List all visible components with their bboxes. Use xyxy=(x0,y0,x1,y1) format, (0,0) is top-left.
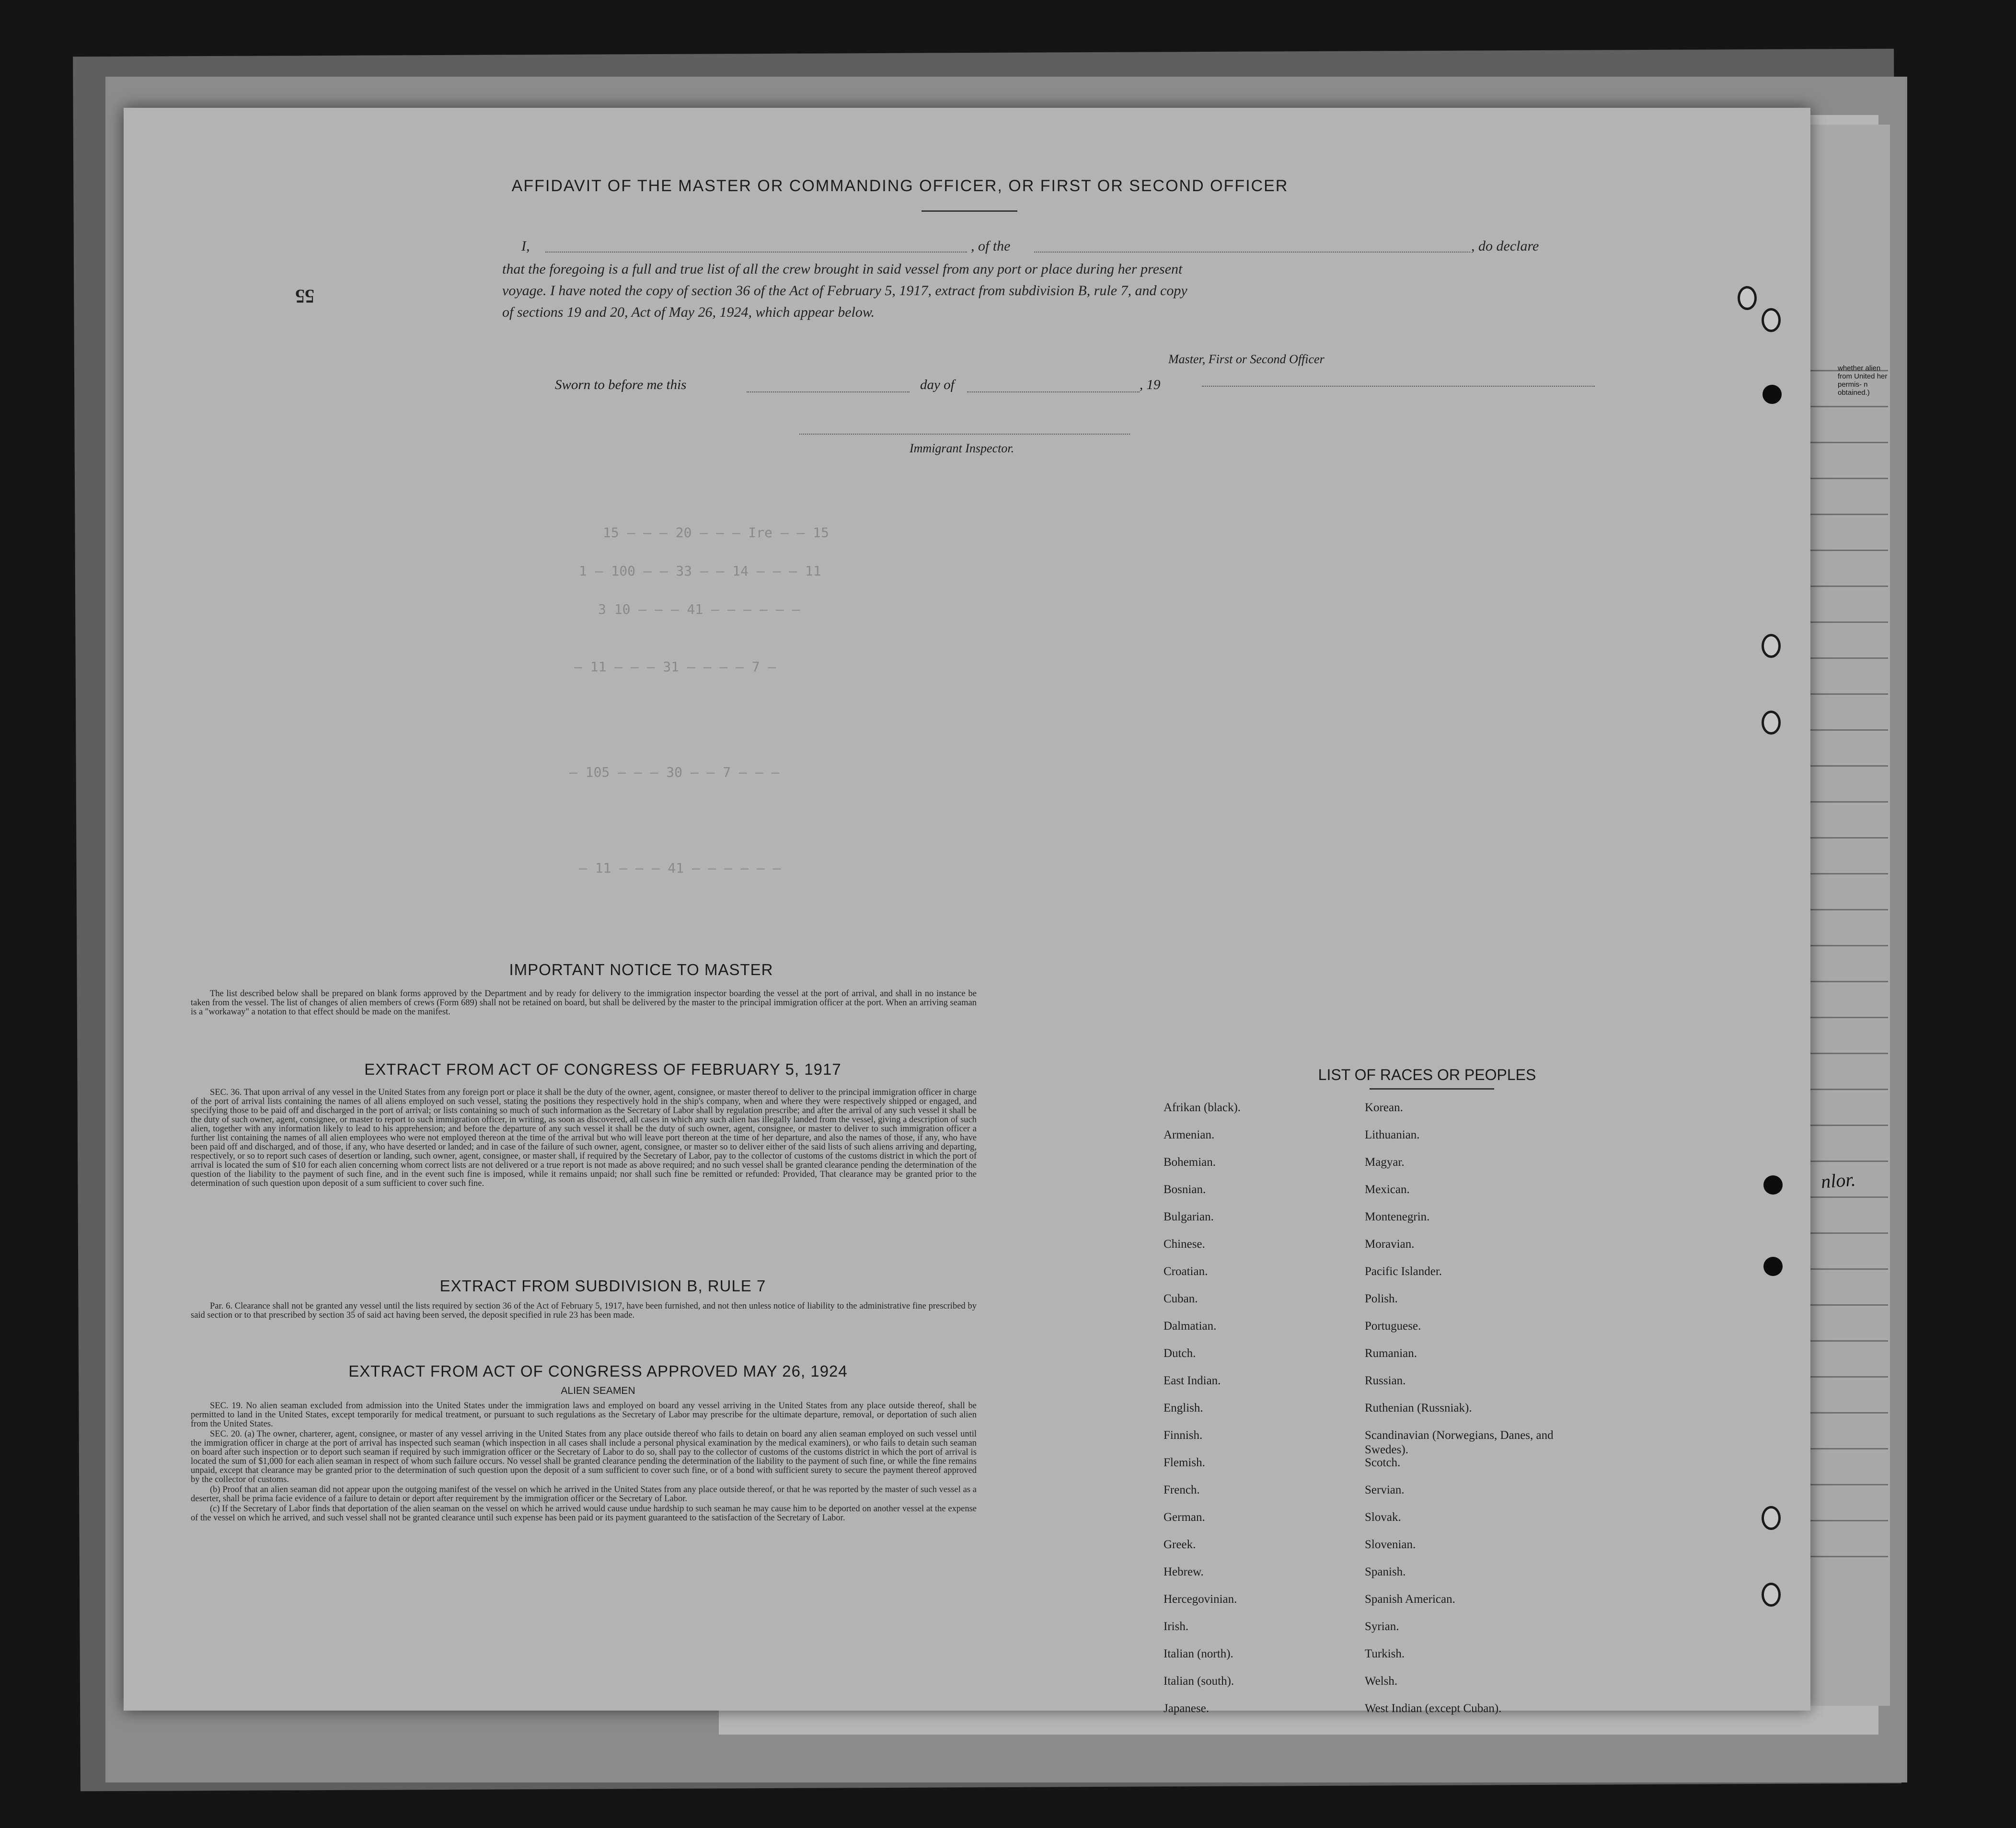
race-item: Pacific Islander. xyxy=(1365,1265,1442,1278)
race-item: Hercegovinian. xyxy=(1164,1593,1237,1606)
race-item: Afrikan (black). xyxy=(1164,1101,1241,1114)
race-item: Russian. xyxy=(1365,1374,1406,1387)
race-item: Ruthenian (Russniak). xyxy=(1365,1402,1472,1414)
binder-hole-icon xyxy=(1738,286,1757,310)
par-6-paragraph: Par. 6. Clearance shall not be granted any vessel until the lists required by section 36 of the Act of February 5, 1917, have been furnished, and not then unless notice of liability to the administrative fine prescribed by said section or to that prescribed by section 35 of said act having been served, the deposit specified in rule 23 has been made. xyxy=(191,1301,977,1320)
race-item: Bosnian. xyxy=(1164,1183,1206,1196)
race-item: Slovenian. xyxy=(1365,1538,1416,1551)
race-item: Italian (north). xyxy=(1164,1647,1233,1660)
race-item: East Indian. xyxy=(1164,1374,1221,1387)
day-of-label: day of xyxy=(920,377,955,392)
bleed-through-text: — 11 — — — 31 — — — — 7 — xyxy=(574,659,776,675)
race-item: Flemish. xyxy=(1164,1456,1205,1469)
inspector-signature-field[interactable] xyxy=(799,433,1130,435)
race-item: Italian (south). xyxy=(1164,1675,1234,1688)
master-signature-caption: Master, First or Second Officer xyxy=(1168,352,1325,366)
sec-19-paragraph: SEC. 19. No alien seaman excluded from admission into the United States under the immigration laws and employed on board any vessel arriving in the United States from any place outside thereof, shall be permitted to land in the United States, except temporarily for medical treatment, or pursuant to such regulations as the Secretary of Labor may prescribe for the ultimate departure, removal, or deportation of such alien from the United States. xyxy=(191,1401,977,1429)
race-item: Magyar. xyxy=(1365,1156,1405,1169)
notice-title: IMPORTANT NOTICE TO MASTER xyxy=(509,961,773,978)
margin-mark: 55 xyxy=(295,286,314,307)
race-item: Japanese. xyxy=(1164,1702,1210,1715)
declarant-name-field[interactable] xyxy=(545,251,967,253)
inspector-caption: Immigrant Inspector. xyxy=(910,441,1014,455)
binder-hole-icon xyxy=(1762,1583,1781,1607)
sec-20a-paragraph: SEC. 20. (a) The owner, charterer, agent, consignee, or master of any vessel arriving in the United States from any place outside thereof who fails to detain on board any alien seaman employed on such vessel until the immigration officer in charge at the port of arrival has inspected such seaman (which inspection in all cases shall include a personal physical examination by the medical examiners), or who fails to detain such seaman on board after such inspection or to deport such seaman if required by such immigration officer or the Secretary of Labor to do so, shall pay to the collector of customs of the customs district in which the port of arrival is located the sum of $1,000 for each alien seaman in respect of whom such failure occurs. No vessel shall be granted clearance pending the determination of the liability to the payment of such fine, or while the fine remains unpaid, except that clearance may be granted prior to the determination of such question upon the deposit of a sum sufficient to cover such fine, or of a bond with sufficient surety to secure the payment thereof approved by the collector of customs. xyxy=(191,1429,977,1484)
bleed-through-text: — 11 — — — 41 — — — — — — xyxy=(579,860,781,876)
race-item: Rumanian. xyxy=(1365,1347,1417,1360)
race-item: German. xyxy=(1164,1511,1205,1524)
race-item: Montenegrin. xyxy=(1365,1210,1430,1223)
race-item: Lithuanian. xyxy=(1365,1128,1420,1141)
sec-20c-paragraph: (c) If the Secretary of Labor finds that deportation of the alien seaman on the vessel on which he arrived would cause undue hardship to such seaman he may cause him to be deported on another vessel at the expense of the vessel on which he arrived, and such vessel shall not be granted clearance until such expense has been paid or its payment guaranteed to the satisfaction of the Secretary of Labor. xyxy=(191,1504,977,1523)
margin-note: whether alien from United her permis- n obtained.) xyxy=(1838,364,1888,397)
do-declare-label: , do declare xyxy=(1471,238,1539,254)
affidavit-line-4: of sections 19 and 20, Act of May 26, 1924, which appear below. xyxy=(502,304,875,320)
race-item: Moravian. xyxy=(1365,1238,1415,1251)
alien-seamen-subtitle: ALIEN SEAMEN xyxy=(561,1385,635,1396)
race-item: Dutch. xyxy=(1164,1347,1196,1360)
year-label: , 19 xyxy=(1140,377,1161,392)
race-item: Spanish American. xyxy=(1365,1593,1455,1606)
bleed-through-text: 1 — 100 — — 33 — — 14 — — — 11 xyxy=(579,563,821,579)
affidavit-title: AFFIDAVIT OF THE MASTER OR COMMANDING OFFICER, OR FIRST OR SECOND OFFICER xyxy=(511,177,1289,195)
handwritten-scrawl: nlor. xyxy=(1820,1168,1856,1193)
of-the-label: , of the xyxy=(971,238,1011,254)
race-item: Portuguese. xyxy=(1365,1320,1421,1333)
sworn-month-field[interactable] xyxy=(967,391,1140,392)
master-signature-field[interactable] xyxy=(1202,385,1595,387)
race-item: Mexican. xyxy=(1365,1183,1410,1196)
binder-hole-icon xyxy=(1763,385,1782,404)
sec-20b-paragraph: (b) Proof that an alien seaman did not appear upon the outgoing manifest of the vessel on which he arrived in the United States from any place outside thereof, or that he was reported by the master of such vessel as a deserter, shall be prima facie evidence of a failure to detain or deport after requirement by the immigration officer or the Secretary of Labor. xyxy=(191,1485,977,1504)
race-item: French. xyxy=(1164,1483,1200,1496)
race-item: Welsh. xyxy=(1365,1675,1398,1688)
binder-hole-icon xyxy=(1762,308,1781,332)
binder-hole-icon xyxy=(1762,711,1781,735)
title-underline xyxy=(922,210,1017,212)
bleed-through-text: — 105 — — — 30 — — 7 — — — xyxy=(569,764,780,780)
race-item: Hebrew. xyxy=(1164,1565,1204,1578)
section-36-paragraph: SEC. 36. That upon arrival of any vessel in the United States from any foreign port or place it shall be the duty of the owner, agent, consignee, or master thereof to deliver to the principal immigration officer in charge of the port of arrival lists containing the names of all aliens employed on such vessel, stating the positions they respectively hold in the ship's company, when and where they were respectively shipped or engaged, and specifying those to be paid off and discharged in the port of arrival; or lists containing so much of such information as the Secretary of Labor shall by regulation prescribe; and after the arrival of any such vessel it shall be the duty of such owner, agent, consignee, or master to report to such immigration officer, in writing, as soon as discovered, all cases in which any such alien has illegally landed from the vessel, giving a description of such alien, together with any information likely to lead to his apprehension; and before the departure of any such vessel it shall be the duty of such owner, agent, consignee, or master to deliver to such immigration officer a further list containing the names of all alien employees who were not employed thereon at the time of the arrival but who will leave port thereon at the time of her departure, and also the names of those, if any, who have been paid off and discharged, and of those, if any, who have deserted or landed; and in case of the failure of such owner, agent, consignee, or master so to deliver either of the said lists of such aliens arriving and departing, respectively, or so to report such cases of desertion or landing, such owner, agent, consignee, or master shall, if required by the Secretary of Labor, pay to the collector of customs of the customs district in which the port of arrival is located the sum of $10 for each alien concerning whom correct lists are not delivered or a true report is not made as above required; and no such vessel shall be granted clearance pending the determination of the question of the liability to the payment of such fine, and in the event such fine is imposed, while it remains unpaid; nor shall such fine be remitted or refunded: Provided, That clearance may be granted prior to the determination of such question upon deposit of a sum sufficient to cover such fine. xyxy=(191,1088,977,1188)
race-item: Syrian. xyxy=(1365,1620,1399,1633)
race-item: Croatian. xyxy=(1164,1265,1208,1278)
races-title-underline xyxy=(1370,1088,1494,1090)
declarant-label: I, xyxy=(521,238,530,254)
binder-hole-icon xyxy=(1762,1506,1781,1530)
affidavit-page xyxy=(124,108,1810,1715)
race-item: Bohemian. xyxy=(1164,1156,1216,1169)
extract-1917-title: EXTRACT FROM ACT OF CONGRESS OF FEBRUARY 5, 1917 xyxy=(364,1060,841,1078)
race-item: Greek. xyxy=(1164,1538,1196,1551)
race-item: Chinese. xyxy=(1164,1238,1205,1251)
underlying-ruled-lines xyxy=(1802,335,1888,1581)
race-item: Spanish. xyxy=(1365,1565,1406,1578)
race-item: Scotch. xyxy=(1365,1456,1401,1469)
race-item: Armenian. xyxy=(1164,1128,1215,1141)
race-item: Scandinavian (Norwegians, Danes, and Swedes). xyxy=(1365,1429,1554,1456)
extract-1917-body xyxy=(191,1088,977,1189)
binder-hole-icon xyxy=(1763,1175,1783,1195)
notice-body xyxy=(191,989,977,1018)
extract-1924-title: EXTRACT FROM ACT OF CONGRESS APPROVED MAY 26, 1924 xyxy=(348,1362,848,1380)
race-item: Polish. xyxy=(1365,1292,1398,1305)
extract-1924-body xyxy=(191,1402,977,1524)
race-item: English. xyxy=(1164,1402,1203,1414)
affidavit-line-2: that the foregoing is a full and true list of all the crew brought in said vessel from any port or place during her present xyxy=(502,261,1183,277)
sworn-label: Sworn to before me this xyxy=(555,377,687,392)
races-list-title: LIST OF RACES OR PEOPLES xyxy=(1318,1066,1536,1083)
notice-paragraph: The list described below shall be prepared on blank forms approved by the Department and by ready for delivery to the immigration inspector boarding the vessel at the port of arrival, and shall in no instance be taken from the vessel. The list of changes of alien members of crews (Form 689) shall not be retained on board, but shall be delivered by the master to the principal immigration officer at the port. When an arriving seaman is a "workaway" a notation to that effect should be made on the manifest. xyxy=(191,989,977,1017)
race-item: Finnish. xyxy=(1164,1429,1203,1442)
race-item: Slovak. xyxy=(1365,1511,1401,1524)
race-item: West Indian (except Cuban). xyxy=(1365,1702,1502,1715)
bleed-through-text: 15 — — — 20 — — — Ire — — 15 xyxy=(603,525,829,540)
race-item: Cuban. xyxy=(1164,1292,1198,1305)
race-item: Irish. xyxy=(1164,1620,1189,1633)
affidavit-line-3: voyage. I have noted the copy of section 36 of the Act of February 5, 1917, extract from subdivision B, rule 7, and copy xyxy=(502,283,1187,299)
subdivision-b-title: EXTRACT FROM SUBDIVISION B, RULE 7 xyxy=(439,1277,766,1295)
bleed-through-text: 3 10 — — — 41 — — — — — — xyxy=(598,601,800,617)
race-item: Dalmatian. xyxy=(1164,1320,1217,1333)
subdivision-b-body xyxy=(191,1302,977,1321)
races-list-right xyxy=(1365,1101,1566,1729)
race-item: Bulgarian. xyxy=(1164,1210,1214,1223)
race-item: Turkish. xyxy=(1365,1647,1405,1660)
race-item: Korean. xyxy=(1365,1101,1403,1114)
races-list-left xyxy=(1164,1101,1241,1729)
race-item: Servian. xyxy=(1365,1483,1405,1496)
binder-hole-icon xyxy=(1763,1257,1783,1276)
sworn-day-field[interactable] xyxy=(747,391,910,392)
binder-hole-icon xyxy=(1762,634,1781,658)
vessel-name-field[interactable] xyxy=(1034,251,1470,253)
